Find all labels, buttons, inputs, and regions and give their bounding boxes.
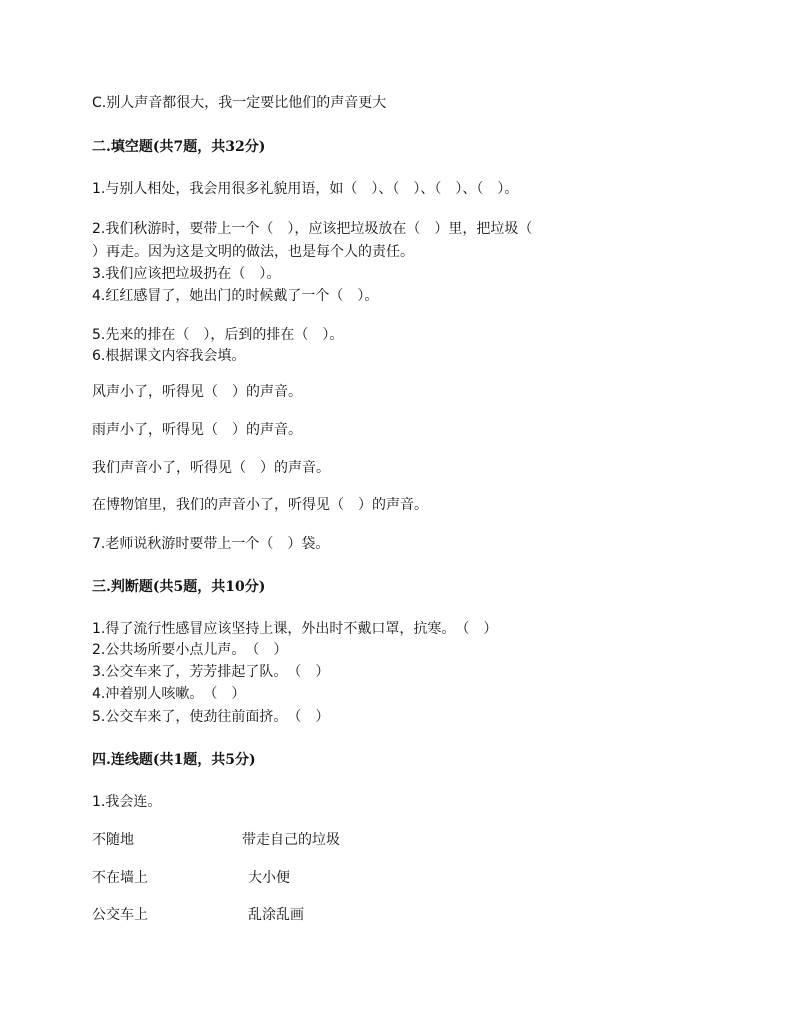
section-4-heading: 四.连线题(共1题，共5分)	[92, 752, 256, 768]
match-left-item-1: 不随地	[92, 832, 134, 848]
match-right-item-2: 大小便	[248, 870, 290, 886]
s2-question-6: 6.根据课文内容我会填。	[92, 348, 246, 364]
s2-question-3: 3.我们应该把垃圾扔在（ ）。	[92, 266, 281, 282]
match-right-item-3: 乱涂乱画	[248, 907, 304, 923]
option-c: C.别人声音都很大，我一定要比他们的声音更大	[92, 95, 387, 111]
s2-question-4: 4.红红感冒了，她出门的时候戴了一个（ ）。	[92, 288, 379, 304]
match-left-item-2: 不在墙上	[92, 870, 148, 886]
s2-question-7: 7.老师说秋游时要带上一个（ ）袋。	[92, 536, 330, 552]
s2-question-6a: 风声小了，听得见（ ）的声音。	[92, 384, 302, 400]
s2-question-2-line2: ）再走。因为这是文明的做法，也是每个人的责任。	[92, 244, 414, 260]
match-left-item-3: 公交车上	[92, 907, 148, 923]
s3-question-4: 4.冲着别人咳嗽。 （ ）	[92, 686, 246, 702]
s3-question-5: 5.公交车来了，使劲往前面挤。 （ ）	[92, 709, 330, 725]
s2-question-6d: 在博物馆里，我们的声音小了，听得见（ ）的声音。	[92, 497, 428, 513]
s2-question-5: 5.先来的排在（ ），后到的排在（ ）。	[92, 327, 344, 343]
s4-question-1: 1.我会连。	[92, 794, 162, 810]
s3-question-1: 1.得了流行性感冒应该坚持上课，外出时不戴口罩，抗寒。 （ ）	[92, 621, 498, 637]
s2-question-2-line1: 2.我们秋游时，要带上一个（ ），应该把垃圾放在（ ）里，把垃圾（	[92, 221, 533, 237]
s2-question-6c: 我们声音小了，听得见（ ）的声音。	[92, 460, 330, 476]
s3-question-3: 3.公交车来了，芳芳排起了队。 （ ）	[92, 664, 330, 680]
section-2-heading: 二.填空题(共7题，共32分)	[92, 139, 266, 155]
s2-question-6b: 雨声小了，听得见（ ）的声音。	[92, 422, 302, 438]
s2-question-1: 1.与别人相处，我会用很多礼貌用语，如（ ）、（ ）、（ ）、（ ）。	[92, 181, 519, 197]
section-3-heading: 三.判断题(共5题，共10分)	[92, 579, 266, 595]
match-right-item-1: 带走自己的垃圾	[242, 832, 340, 848]
s3-question-2: 2.公共场所要小点儿声。 （ ）	[92, 642, 288, 658]
